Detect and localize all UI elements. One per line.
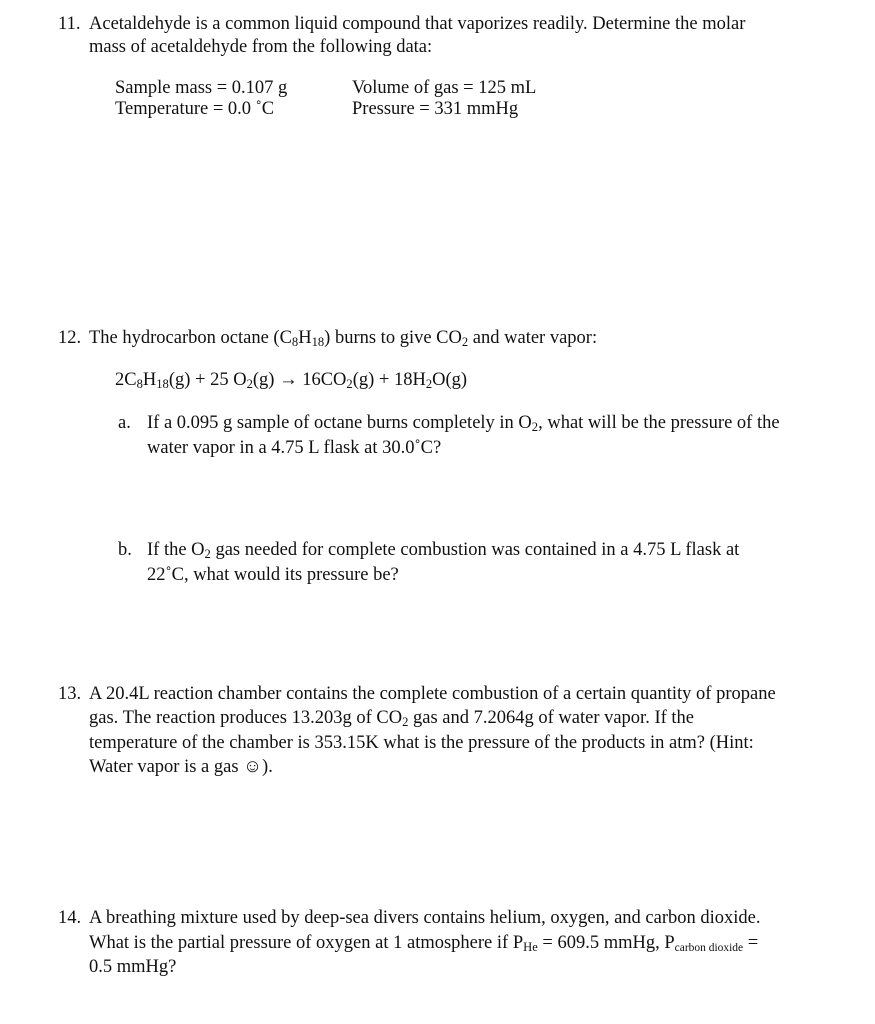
- q12b-part: gas needed for complete combustion was contained in a 4.75 L flask at: [210, 540, 740, 560]
- q11-text-line1: Acetaldehyde is a common liquid compound that vaporizes readily. Determine the molar: [89, 14, 746, 34]
- eq-part: (g) + 25 O: [168, 370, 247, 390]
- q11-text-line2: mass of acetaldehyde from the following data:: [89, 37, 433, 57]
- eq-part: 2C: [115, 370, 137, 390]
- q12a-line1: [147, 411, 780, 435]
- q13-number: 13.: [58, 684, 82, 704]
- q12b-line1: [147, 538, 739, 562]
- q12b-line2: 22˚C, what would its pressure be?: [147, 565, 399, 585]
- q13-line1: A 20.4L reaction chamber contains the complete combustion of a certain quantity of propane: [89, 684, 776, 704]
- q12a-sub: 2: [531, 420, 539, 435]
- q12a-line2: water vapor in a 4.75 L flask at 30.0˚C?: [147, 438, 442, 458]
- eq-sub: 8: [136, 377, 143, 392]
- q13-line4: Water vapor is a gas ☺).: [89, 757, 273, 777]
- q12a-part: , what will be the pressure of the: [538, 413, 780, 433]
- eq-part: (g) + 18H: [352, 370, 426, 390]
- q12b-sub: 2: [204, 547, 211, 562]
- q14-sub: carbon dioxide: [674, 941, 744, 954]
- q12a-part: If a 0.095 g sample of octane burns completely in O: [147, 413, 532, 433]
- eq-part: H: [142, 370, 157, 390]
- q13-part: gas and 7.2064g of water vapor. If the: [408, 708, 694, 728]
- q12a-label: a.: [118, 413, 131, 433]
- q11-volume: Volume of gas = 125 mL: [352, 78, 537, 98]
- q11-temperature: Temperature = 0.0 ˚C: [115, 99, 275, 119]
- q12-intro-sub: 18: [311, 335, 325, 350]
- q12-intro-part: ) burns to give CO: [324, 328, 462, 348]
- q12-intro-sub: 2: [461, 335, 469, 350]
- eq-sub: 18: [156, 377, 169, 392]
- q14-line2: [89, 931, 758, 955]
- q11-pressure: Pressure = 331 mmHg: [352, 99, 519, 119]
- q13-line2: [89, 706, 694, 730]
- q12b-label: b.: [118, 540, 132, 560]
- q14-sub: He: [523, 940, 538, 955]
- eq-part: O(g): [432, 370, 468, 390]
- q14-part: What is the partial pressure of oxygen at 1 atmosphere if P: [89, 933, 524, 953]
- q12-equation: [115, 368, 467, 392]
- q12-intro-part: The hydrocarbon octane (C: [89, 328, 292, 348]
- q12-number: 12.: [58, 328, 82, 348]
- eq-sub: 2: [246, 377, 253, 392]
- eq-sub: 2: [346, 377, 353, 392]
- q14-line1: A breathing mixture used by deep-sea divers contains helium, oxygen, and carbon dioxide.: [89, 908, 761, 928]
- q14-part: = 609.5 mmHg, P: [537, 933, 675, 953]
- q13-sub: 2: [402, 715, 409, 730]
- q14-line3: 0.5 mmHg?: [89, 957, 177, 977]
- eq-sub: 2: [425, 377, 433, 392]
- q12-intro: [89, 326, 597, 350]
- q11-sample-mass: Sample mass = 0.107 g: [115, 78, 288, 98]
- q12b-part: If the O: [147, 540, 205, 560]
- q14-number: 14.: [58, 908, 82, 928]
- eq-part: (g) → 16CO: [252, 370, 347, 390]
- q13-line3: temperature of the chamber is 353.15K what is the pressure of the products in atm? (Hint:: [89, 733, 754, 753]
- q11-number: 11.: [58, 14, 81, 34]
- q12-intro-sub: 8: [291, 335, 299, 350]
- q14-part: =: [743, 933, 759, 953]
- q12-intro-part: H: [298, 328, 312, 348]
- q13-part: gas. The reaction produces 13.203g of CO: [89, 708, 403, 728]
- q12-intro-part: and water vapor:: [468, 328, 598, 348]
